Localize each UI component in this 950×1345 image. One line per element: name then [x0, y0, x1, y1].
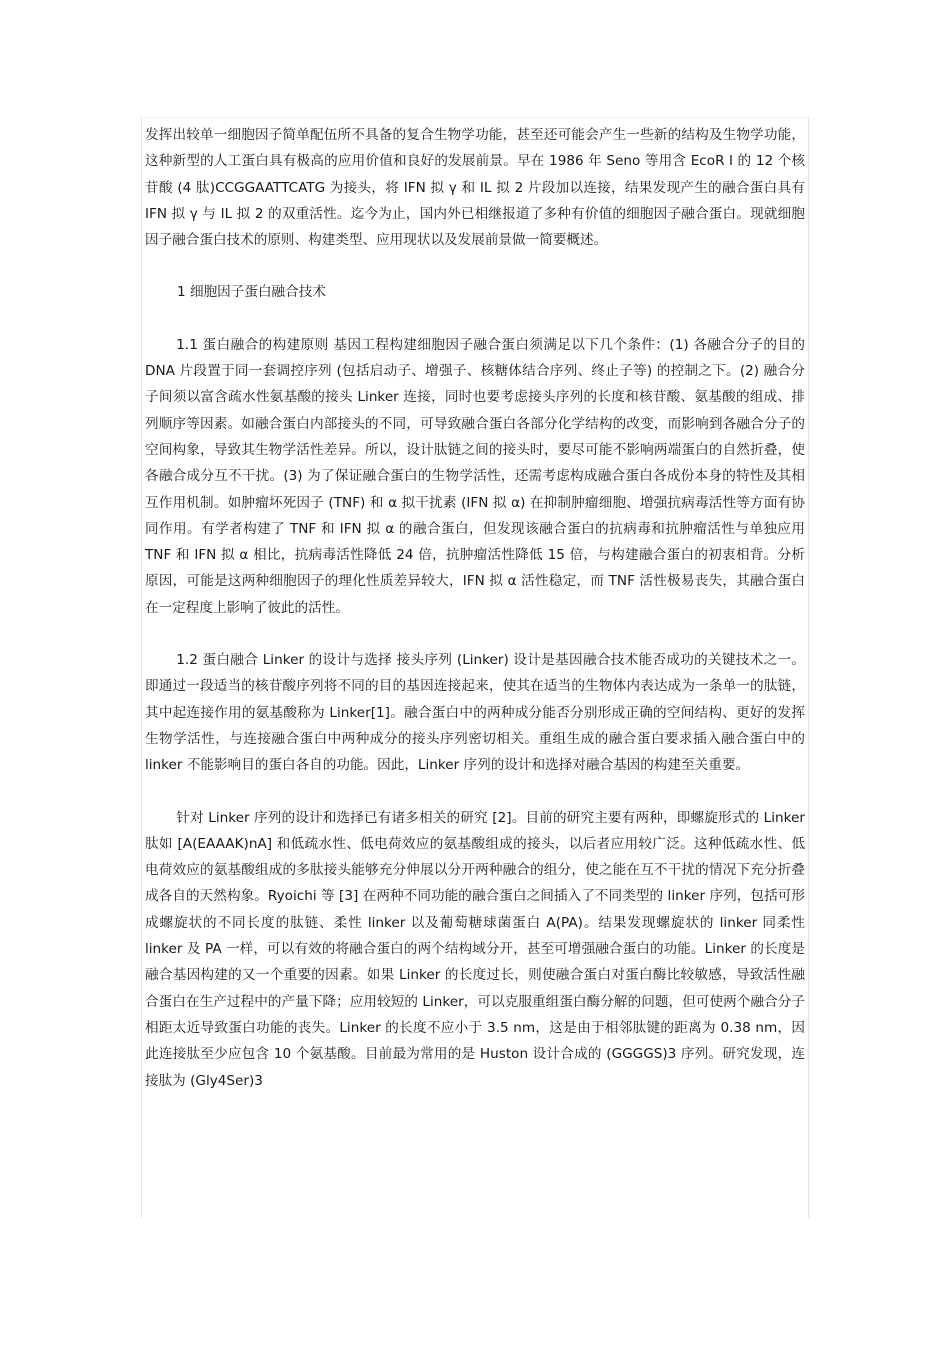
document-body — [145, 122, 805, 1094]
paragraph-gap — [145, 621, 805, 647]
linker-paragraph: 针对 Linker 序列的设计和选择已有诸多相关的研究 [2]。目前的研究主要有两种，即螺旋形式的 Linker 肽如 [A(EAAAK)nA] 和低疏水性、低电荷效应的氨基酸组成的接头，以后者应用较广泛。这种低疏水性、低电荷效应的氨基酸组成的多肽接头能够充分伸展以分开两种融合的组分，使之能在互不干扰的情况下充分折叠成各自的天然构象。Ryoichi 等 [3] 在两种不同功能的融合蛋白之间插入了不同类型的 linker 序列，包括可形成螺旋状的不同长度的肽链、柔性 linker 以及葡萄糖球菌蛋白 A(PA)。结果发现螺旋状的 linker 同柔性 linker 及 PA 一样，可以有效的将融合蛋白的两个结构域分开，甚至可增强融合蛋白的功能。Linker 的长度是融合基因构建的又一个重要的因素。如果 Linker 的长度过长，则使融合蛋白对蛋白酶比较敏感，导致活性融合蛋白在生产过程中的产量下降；应用较短的 Linker，可以克服重组蛋白酶分解的问题，但可使两个融合分子相距太近导致蛋白功能的丧失。Linker 的长度不应小于 3.5 nm，这是由于相邻肽键的距离为 0.38 nm，因此连接肽至少应包含 10 个氨基酸。目前最为常用的是 Huston 设计合成的 (GGGGS)3 序列。研究发现，连接肽为 (Gly4Ser)3 — [145, 809, 805, 1089]
paragraph-gap — [145, 253, 805, 279]
paragraph-gap — [145, 306, 805, 332]
paragraph-gap — [145, 779, 805, 805]
section-heading: 1 细胞因子蛋白融合技术 — [177, 284, 326, 301]
intro-paragraph: 发挥出较单一细胞因子简单配伍所不具备的复合生物学功能，甚至还可能会产生一些新的结构及生物学功能，这种新型的人工蛋白具有极高的应用价值和良好的发展前景。早在 1986 年 Seno 等用含 EcoR I 的 12 个核苷酸 (4 肽)CCGGAATTCATG 为接头，将 IFN 拟 γ 和 IL 拟 2 片段加以连接，结果发现产生的融合蛋白具有 IFN 拟 γ 与 IL 拟 2 的双重活性。迄今为止，国内外已相继报道了多种有价值的细胞因子融合蛋白。现就细胞因子融合蛋白技术的原则、构建类型、应用现状以及发展前景做一简要概述。 — [145, 127, 805, 249]
section-1-2-paragraph: 1.2 蛋白融合 Linker 的设计与选择 接头序列 (Linker) 设计是基因融合技术能否成功的关键技术之一。即通过一段适当的核苷酸序列将不同的目的基因连接起来，使其在适当的生物体内表达成为一条单一的肽链，其中起连接作用的氨基酸称为 Linker[1]。融合蛋白中的两种成分能否分别形成正确的空间结构、更好的发挥生物学活性，与连接融合蛋白中两种成分的接头序列密切相关。重组生成的融合蛋白要求插入融合蛋白中的 linker 不能影响目的蛋白各自的功能。因此，Linker 序列的设计和选择对融合基因的构建至关重要。 — [145, 652, 805, 774]
section-1-1-paragraph: 1.1 蛋白融合的构建原则 基因工程构建细胞因子融合蛋白须满足以下几个条件：(1) 各融合分子的目的 DNA 片段置于同一套调控序列 (包括启动子、增强子、核糖体结合序列、终止子等) 的控制之下。(2) 融合分子间须以富含疏水性氨基酸的接头 Linker 连接，同时也要考虑接头序列的长度和核苷酸、氨基酸的组成、排列顺序等因素。如融合蛋白内部接头的不同，可导致融合蛋白各部分化学结构的改变，而影响到各融合分子的空间构象，导致其生物学活性差异。所以，设计肽链之间的接头时，要尽可能不影响两端蛋白的自然折叠，使各融合成分互不干扰。(3) 为了保证融合蛋白的生物学活性，还需考虑构成融合蛋白各成份本身的特性及其相互作用机制。如肿瘤坏死因子 (TNF) 和 α 拟干扰素 (IFN 拟 α) 在抑制肿瘤细胞、增强抗病毒活性等方面有协同作用。有学者构建了 TNF 和 IFN 拟 α 的融合蛋白，但发现该融合蛋白的抗病毒和抗肿瘤活性与单独应用 TNF 和 IFN 拟 α 相比，抗病毒活性降低 24 倍，抗肿瘤活性降低 15 倍，与构建融合蛋白的初衷相背。分析原因，可能是这两种细胞因子的理化性质差异较大，IFN 拟 α 活性稳定，而 TNF 活性极易丧失，其融合蛋白在一定程度上影响了彼此的活性。 — [145, 336, 805, 616]
